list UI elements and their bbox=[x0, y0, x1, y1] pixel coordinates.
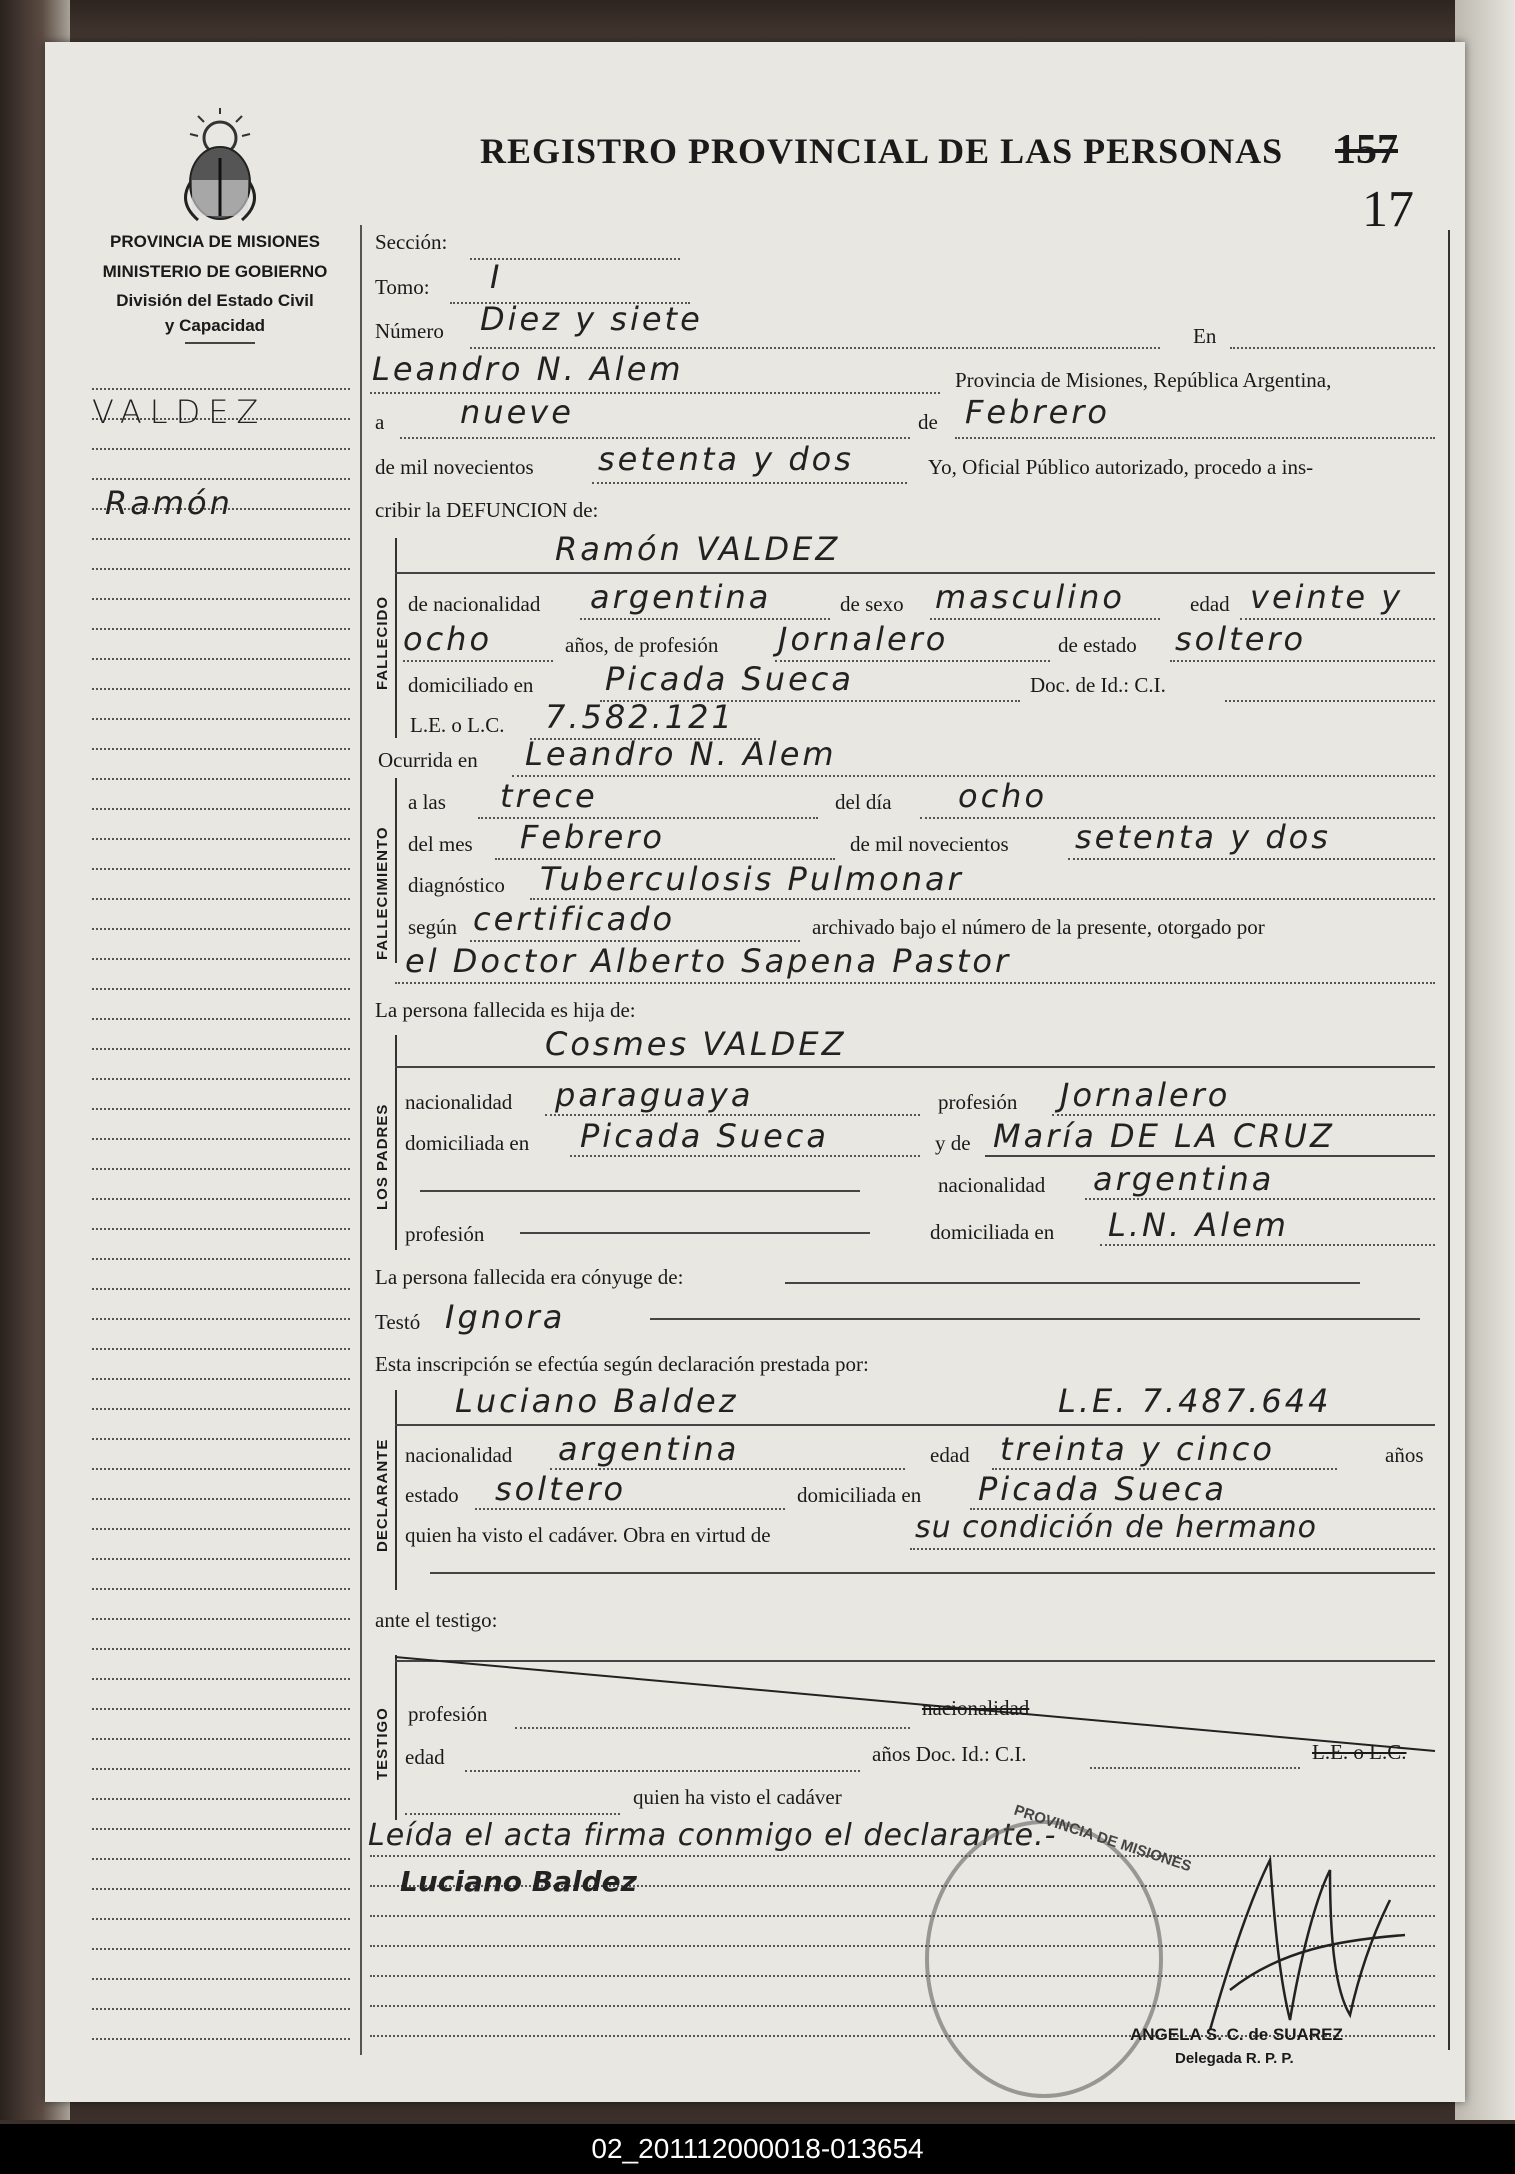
margin-ruled-line bbox=[92, 808, 350, 810]
margin-ruled-line bbox=[92, 1108, 350, 1110]
margin-ruled-line bbox=[92, 2008, 350, 2010]
testigo-prof-field bbox=[515, 1727, 910, 1729]
edad-label: edad bbox=[1190, 592, 1230, 616]
org-division: División del Estado Civil bbox=[116, 291, 314, 310]
official-title: Delegada R. P. P. bbox=[1175, 2050, 1294, 2067]
madre-domic-value: L.N. Alem bbox=[1108, 1206, 1289, 1244]
margin-ruled-line bbox=[92, 478, 350, 480]
madre-prof-field bbox=[520, 1232, 870, 1234]
testigo-nac-label: nacionalidad bbox=[922, 1696, 1030, 1720]
numero-label: Número bbox=[375, 319, 444, 343]
sexo-label: de sexo bbox=[840, 592, 904, 616]
margin-surname: VALDEZ bbox=[92, 393, 267, 431]
nacionalidad-label: de nacionalidad bbox=[408, 592, 541, 616]
padre-domic-label: domiciliada en bbox=[405, 1131, 530, 1155]
margin-ruled-line bbox=[92, 1348, 350, 1350]
sexo-value: masculino bbox=[935, 578, 1125, 616]
conyuge-field bbox=[785, 1282, 1360, 1284]
padres-blank-line bbox=[420, 1190, 860, 1192]
testigo-section-label: TESTIGO bbox=[374, 1707, 391, 1780]
padre-nac-value: paraguaya bbox=[555, 1076, 754, 1114]
margin-ruled-line bbox=[92, 1768, 350, 1770]
margin-ruled-line bbox=[92, 1408, 350, 1410]
declarante-anos-label: años bbox=[1385, 1443, 1424, 1467]
testo-field bbox=[650, 1318, 1420, 1320]
madre-nac-field bbox=[1085, 1198, 1435, 1200]
doc-label: Doc. de Id.: C.I. bbox=[1030, 673, 1166, 697]
inscribir-text: cribir la DEFUNCION de: bbox=[375, 498, 599, 522]
madre-domic-label: domiciliada en bbox=[930, 1220, 1055, 1244]
madre-domic-field bbox=[1100, 1244, 1435, 1246]
mes-value: Febrero bbox=[520, 818, 665, 856]
testigo-prof-label: profesión bbox=[408, 1702, 488, 1726]
org-province: PROVINCIA DE MISIONES bbox=[109, 232, 320, 251]
stamp-text: PROVINCIA DE MISIONES bbox=[1011, 1801, 1194, 1876]
page-title: REGISTRO PROVINCIAL DE LAS PERSONAS bbox=[480, 131, 1284, 171]
margin-ruled-line bbox=[92, 1198, 350, 1200]
margin-ruled-line bbox=[92, 988, 350, 990]
declaracion-intro: Esta inscripción se efectúa según declaración prestada por: bbox=[375, 1352, 869, 1376]
margin-ruled-line bbox=[92, 928, 350, 930]
margin-ruled-line bbox=[92, 1588, 350, 1590]
testigo-visto-label: quien ha visto el cadáver bbox=[633, 1785, 842, 1809]
margin-ruled-line bbox=[92, 1378, 350, 1380]
coat-of-arms-icon bbox=[170, 108, 270, 228]
year-field bbox=[592, 482, 907, 484]
padre-name: Cosmes VALDEZ bbox=[545, 1025, 847, 1063]
org-ministry: MINISTERIO DE GOBIERNO bbox=[102, 262, 328, 281]
margin-ruled-line bbox=[92, 448, 350, 450]
testigo-edad-label: edad bbox=[405, 1745, 445, 1769]
month-value: Febrero bbox=[965, 393, 1110, 431]
doctor-field bbox=[395, 982, 1435, 984]
declarante-name-line bbox=[395, 1424, 1435, 1426]
fallecido-section-label: FALLECIDO bbox=[374, 596, 391, 690]
le-label: L.E. o L.C. bbox=[410, 713, 505, 737]
declarante-domic-value: Picada Sueca bbox=[978, 1470, 1227, 1508]
margin-ruled-line bbox=[92, 688, 350, 690]
margin-name: Ramón bbox=[105, 484, 233, 522]
declarante-bracket bbox=[395, 1390, 397, 1590]
anio-label: de mil novecientos bbox=[850, 832, 1009, 856]
testigo-cancel-line bbox=[395, 1655, 1440, 1755]
madre-name: María DE LA CRUZ bbox=[993, 1117, 1335, 1155]
conyuge-label: La persona fallecida era cónyuge de: bbox=[375, 1265, 684, 1289]
margin-ruled-line bbox=[92, 838, 350, 840]
margin-ruled-line bbox=[92, 388, 350, 390]
edad-field-2 bbox=[403, 660, 553, 662]
testigo-le-label: L.E. o L.C. bbox=[1312, 1740, 1407, 1764]
place-field bbox=[370, 392, 940, 394]
testo-value: Ignora bbox=[445, 1298, 566, 1336]
madre-nac-label: nacionalidad bbox=[938, 1173, 1046, 1197]
margin-ruled-line bbox=[92, 1948, 350, 1950]
fallecimiento-bracket bbox=[395, 778, 397, 963]
tomo-label: Tomo: bbox=[375, 275, 430, 299]
seccion-label: Sección: bbox=[375, 230, 448, 254]
declarante-virtud-value: su condición de hermano bbox=[915, 1510, 1317, 1545]
margin-ruled-line bbox=[92, 1798, 350, 1800]
deceased-name: Ramón VALDEZ bbox=[555, 530, 841, 568]
anio-field bbox=[1068, 858, 1435, 860]
declarante-le: L.E. 7.487.644 bbox=[1058, 1382, 1332, 1420]
edad-value-2: ocho bbox=[403, 620, 493, 658]
declarante-visto-text: quien ha visto el cadáver. Obra en virtud de bbox=[405, 1523, 771, 1547]
de-label: de bbox=[918, 410, 938, 434]
edad-value: veinte y bbox=[1250, 578, 1404, 616]
oficial-text: Yo, Oficial Público autorizado, procedo a ins- bbox=[928, 455, 1314, 479]
margin-ruled-line bbox=[92, 778, 350, 780]
declarante-estado-value: soltero bbox=[495, 1470, 627, 1508]
madre-prof-label: profesión bbox=[405, 1222, 485, 1246]
ocurrida-value: Leandro N. Alem bbox=[525, 735, 837, 773]
margin-ruled-line bbox=[92, 868, 350, 870]
hija-label: La persona fallecida es hija de: bbox=[375, 998, 636, 1022]
declarante-blank-line bbox=[430, 1572, 1435, 1574]
margin-ruled-line bbox=[92, 2038, 350, 2040]
page-number: 17 bbox=[1362, 181, 1414, 238]
day-value: nueve bbox=[460, 393, 574, 431]
padre-prof-label: profesión bbox=[938, 1090, 1018, 1114]
ante-testigo-label: ante el testigo: bbox=[375, 1608, 498, 1632]
margin-ruled-line bbox=[92, 1468, 350, 1470]
margin-ruled-line bbox=[92, 1438, 350, 1440]
en-field bbox=[1230, 347, 1435, 349]
declarante-nac-label: nacionalidad bbox=[405, 1443, 513, 1467]
official-stamp bbox=[925, 1820, 1163, 2098]
margin-ruled-line bbox=[92, 1018, 350, 1020]
margin-ruled-line bbox=[92, 1648, 350, 1650]
deceased-name-line bbox=[395, 572, 1435, 574]
org-underline bbox=[185, 342, 255, 344]
declarante-edad-label: edad bbox=[930, 1443, 970, 1467]
margin-ruled-line bbox=[92, 538, 350, 540]
hora-value: trece bbox=[500, 777, 598, 815]
margin-ruled-line bbox=[92, 1288, 350, 1290]
month-field bbox=[955, 437, 1435, 439]
margin-ruled-line bbox=[92, 1228, 350, 1230]
testo-label: Testó bbox=[375, 1310, 421, 1334]
right-border bbox=[1448, 230, 1450, 2050]
margin-ruled-line bbox=[92, 1498, 350, 1500]
padre-domic-field bbox=[570, 1155, 920, 1157]
padres-section-label: LOS PADRES bbox=[374, 1103, 391, 1210]
margin-ruled-line bbox=[92, 1528, 350, 1530]
tomo-value: I bbox=[490, 258, 503, 296]
padre-name-line bbox=[395, 1066, 1435, 1068]
margin-ruled-line bbox=[92, 1708, 350, 1710]
margin-ruled-line bbox=[92, 658, 350, 660]
place-value: Leandro N. Alem bbox=[372, 350, 684, 388]
org-capacity: y Capacidad bbox=[164, 316, 266, 335]
declarante-name: Luciano Baldez bbox=[455, 1382, 739, 1420]
madre-nac-value: argentina bbox=[1093, 1160, 1275, 1198]
official-name: ANGELA S. C. de SUAREZ bbox=[1130, 2025, 1343, 2044]
margin-ruled-line bbox=[92, 1978, 350, 1980]
margin-ruled-line bbox=[92, 1918, 350, 1920]
testigo-extra-field bbox=[405, 1813, 620, 1815]
domiciliado-label: domiciliado en bbox=[408, 673, 534, 697]
mes-label: del mes bbox=[408, 832, 473, 856]
image-caption: 02_201112000018-013654 bbox=[0, 2124, 1515, 2174]
fallecido-bracket bbox=[395, 538, 397, 738]
margin-ruled-line bbox=[92, 1888, 350, 1890]
anio-value: setenta y dos bbox=[1075, 818, 1331, 856]
declarante-estado-label: estado bbox=[405, 1483, 459, 1507]
declarante-nac-value: argentina bbox=[558, 1430, 740, 1468]
profesion-value: Jornalero bbox=[778, 620, 949, 658]
margin-ruled-line bbox=[92, 718, 350, 720]
margin-ruled-line bbox=[92, 898, 350, 900]
archivado-text: archivado bajo el número de la presente, otorgado por bbox=[812, 915, 1265, 939]
madre-name-line bbox=[985, 1155, 1435, 1157]
margin-ruled-line bbox=[92, 568, 350, 570]
margin-ruled-line bbox=[92, 628, 350, 630]
numero-field bbox=[470, 347, 1160, 349]
margin-ruled-line bbox=[92, 1558, 350, 1560]
le-value: 7.582.121 bbox=[545, 698, 735, 736]
margin-ruled-line bbox=[92, 958, 350, 960]
padre-prof-field bbox=[1052, 1114, 1435, 1116]
margin-ruled-line bbox=[92, 1738, 350, 1740]
fallecimiento-section-label: FALLECIMIENTO bbox=[374, 826, 391, 960]
dia-label: del día bbox=[835, 790, 892, 814]
diagnostico-label: diagnóstico bbox=[408, 873, 505, 897]
declarante-domic-label: domiciliada en bbox=[797, 1483, 922, 1507]
doc-field bbox=[1225, 700, 1435, 702]
padre-nac-label: nacionalidad bbox=[405, 1090, 513, 1114]
column-divider bbox=[360, 225, 362, 2055]
padre-prof-value: Jornalero bbox=[1060, 1076, 1231, 1114]
declarante-estado-field bbox=[475, 1508, 785, 1510]
margin-ruled-line bbox=[92, 748, 350, 750]
en-label: En bbox=[1193, 324, 1217, 348]
closing-signature: Luciano Baldez bbox=[400, 1865, 637, 1898]
margin-ruled-line bbox=[92, 1078, 350, 1080]
diagnostico-value: Tuberculosis Pulmonar bbox=[540, 860, 964, 898]
doctor-value: el Doctor Alberto Sapena Pastor bbox=[405, 942, 1012, 980]
margin-ruled-line bbox=[92, 1138, 350, 1140]
margin-ruled-line bbox=[92, 1168, 350, 1170]
hora-label: a las bbox=[408, 790, 446, 814]
margin-ruled-line bbox=[92, 1258, 350, 1260]
official-signature-icon bbox=[1190, 1840, 1420, 2040]
margin-ruled-line bbox=[92, 1048, 350, 1050]
declarante-edad-value: treinta y cinco bbox=[1000, 1430, 1275, 1468]
day-field bbox=[400, 437, 910, 439]
estado-field bbox=[1170, 660, 1435, 662]
nacionalidad-value: argentina bbox=[590, 578, 772, 616]
mil-label: de mil novecientos bbox=[375, 455, 534, 479]
estado-label: de estado bbox=[1058, 633, 1137, 657]
margin-ruled-line bbox=[92, 1618, 350, 1620]
ocurrida-label: Ocurrida en bbox=[378, 748, 478, 772]
padre-domic-value: Picada Sueca bbox=[580, 1117, 829, 1155]
testigo-anos-doc-label: años Doc. Id.: C.I. bbox=[872, 1742, 1027, 1766]
a-label: a bbox=[375, 410, 385, 434]
domiciliado-value: Picada Sueca bbox=[605, 660, 854, 698]
margin-ruled-line bbox=[92, 1318, 350, 1320]
testigo-doc-field bbox=[1090, 1767, 1300, 1769]
segun-value: certificado bbox=[473, 900, 676, 938]
sexo-field bbox=[930, 618, 1160, 620]
margin-ruled-line bbox=[92, 1678, 350, 1680]
provincia-text: Provincia de Misiones, República Argentina, bbox=[955, 368, 1332, 392]
margin-ruled-line bbox=[92, 598, 350, 600]
padre-nac-field bbox=[545, 1114, 920, 1116]
anos-profesion-label: años, de profesión bbox=[565, 633, 719, 657]
year-value: setenta y dos bbox=[598, 440, 854, 478]
segun-label: según bbox=[408, 915, 457, 939]
struck-number: 157 bbox=[1335, 127, 1398, 173]
declarante-virtud-field bbox=[910, 1548, 1435, 1550]
estado-value: soltero bbox=[1175, 620, 1307, 658]
dia-value: ocho bbox=[958, 777, 1048, 815]
declarante-section-label: DECLARANTE bbox=[374, 1438, 391, 1552]
margin-ruled-line bbox=[92, 1828, 350, 1830]
closing-note: Leída el acta firma conmigo el declarante.- bbox=[368, 1818, 1057, 1853]
testigo-edad-field bbox=[465, 1770, 860, 1772]
numero-value: Diez y siete bbox=[480, 300, 703, 338]
margin-ruled-line bbox=[92, 1858, 350, 1860]
y-de-label: y de bbox=[935, 1131, 971, 1155]
